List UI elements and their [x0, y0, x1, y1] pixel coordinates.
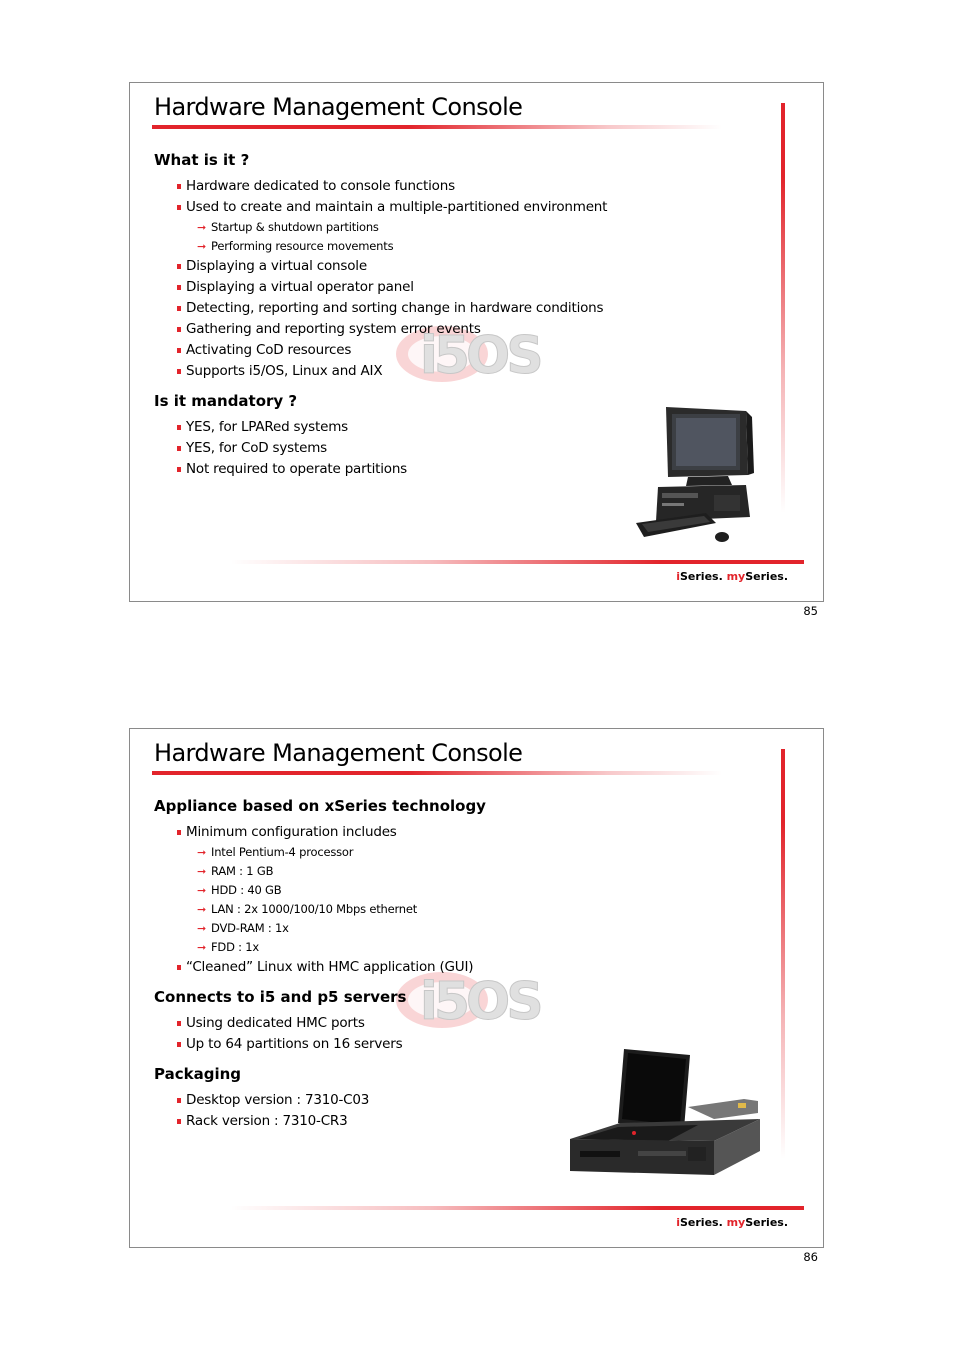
arrow-right-icon: ➞	[197, 240, 207, 253]
section-heading-appliance: Appliance based on xSeries technology	[154, 797, 486, 815]
slide-title: Hardware Management Console	[154, 739, 523, 767]
arrow-right-icon: ➞	[197, 941, 207, 954]
list-item: Used to create and maintain a multiple-partitioned environment	[154, 197, 823, 218]
bullet-icon	[177, 327, 181, 332]
list-item: Desktop version : 7310-C03	[154, 1090, 823, 1111]
slide-85	[129, 82, 824, 602]
bullet-icon	[177, 425, 181, 430]
sub-item: ➞ HDD : 40 GB	[154, 881, 823, 900]
arrow-right-icon: ➞	[197, 846, 207, 859]
sub-item: ➞ LAN : 2x 1000/100/10 Mbps ethernet	[154, 900, 823, 919]
sub-item: ➞ Startup & shutdown partitions	[154, 218, 823, 237]
bullet-icon	[177, 348, 181, 353]
list-item: Displaying a virtual console	[154, 256, 823, 277]
bullet-icon	[177, 285, 181, 290]
arrow-right-icon: ➞	[197, 865, 207, 878]
list-item: YES, for LPARed systems	[154, 417, 823, 438]
bullet-icon	[177, 264, 181, 269]
list-item: “Cleaned” Linux with HMC application (GUI)	[154, 957, 823, 978]
iseries-myseries-logo: iSeries. mySeries.	[676, 1216, 788, 1229]
sub-item: ➞ Intel Pentium-4 processor	[154, 843, 823, 862]
sub-item: ➞ FDD : 1x	[154, 938, 823, 957]
svg-text:i5OS: i5OS	[420, 326, 540, 385]
list-item: Supports i5/OS, Linux and AIX	[154, 361, 823, 382]
section-heading-packaging: Packaging	[154, 1065, 241, 1083]
rack-hmc-image	[568, 1047, 762, 1189]
sub-item: ➞ DVD-RAM : 1x	[154, 919, 823, 938]
arrow-right-icon: ➞	[197, 884, 207, 897]
page-number: 85	[803, 604, 818, 618]
page-number: 86	[803, 1250, 818, 1264]
bullet-icon	[177, 965, 181, 970]
bullet-list	[154, 176, 823, 218]
list-item: YES, for CoD systems	[154, 438, 823, 459]
title-underline	[152, 771, 722, 775]
bullet-icon	[177, 830, 181, 835]
list-item: Gathering and reporting system error events	[154, 319, 823, 340]
svg-text:i5OS: i5OS	[420, 972, 540, 1031]
slide-86	[129, 728, 824, 1248]
bullet-icon	[177, 1119, 181, 1124]
arrow-right-icon: ➞	[197, 903, 207, 916]
list-item: Displaying a virtual operator panel	[154, 277, 823, 298]
sub-item: ➞ RAM : 1 GB	[154, 862, 823, 881]
list-item: Hardware dedicated to console functions	[154, 176, 823, 197]
arrow-right-icon: ➞	[197, 221, 207, 234]
bullet-icon	[177, 1021, 181, 1026]
list-item: Using dedicated HMC ports	[154, 1013, 823, 1034]
iseries-myseries-logo: iSeries. mySeries.	[676, 570, 788, 583]
bullet-list	[154, 957, 823, 978]
bullet-icon	[177, 184, 181, 189]
sub-item: ➞ Performing resource movements	[154, 237, 823, 256]
section-heading-connects: Connects to i5 and p5 servers	[154, 988, 407, 1006]
list-item: Not required to operate partitions	[154, 459, 823, 480]
title-underline	[152, 125, 722, 129]
list-item: Activating CoD resources	[154, 340, 823, 361]
list-item: Up to 64 partitions on 16 servers	[154, 1034, 823, 1055]
bullet-icon	[177, 1098, 181, 1103]
bullet-icon	[177, 467, 181, 472]
section-heading-mandatory: Is it mandatory ?	[154, 392, 298, 410]
bullet-icon	[177, 306, 181, 311]
list-item: Detecting, reporting and sorting change in hardware conditions	[154, 298, 823, 319]
list-item: Minimum configuration includes	[154, 822, 823, 843]
bullet-icon	[177, 205, 181, 210]
bullet-list	[154, 256, 823, 382]
bottom-accent-bar	[230, 560, 804, 564]
arrow-right-icon: ➞	[197, 922, 207, 935]
list-item: Rack version : 7310-CR3	[154, 1111, 823, 1132]
bottom-accent-bar	[230, 1206, 804, 1210]
bullet-list	[154, 822, 823, 843]
slide-title: Hardware Management Console	[154, 93, 523, 121]
sub-list	[154, 843, 823, 957]
sub-list	[154, 218, 823, 256]
bullet-icon	[177, 1042, 181, 1047]
desktop-hmc-image	[628, 405, 758, 547]
section-heading-what-is-it: What is it ?	[154, 151, 250, 169]
bullet-icon	[177, 369, 181, 374]
bullet-icon	[177, 446, 181, 451]
